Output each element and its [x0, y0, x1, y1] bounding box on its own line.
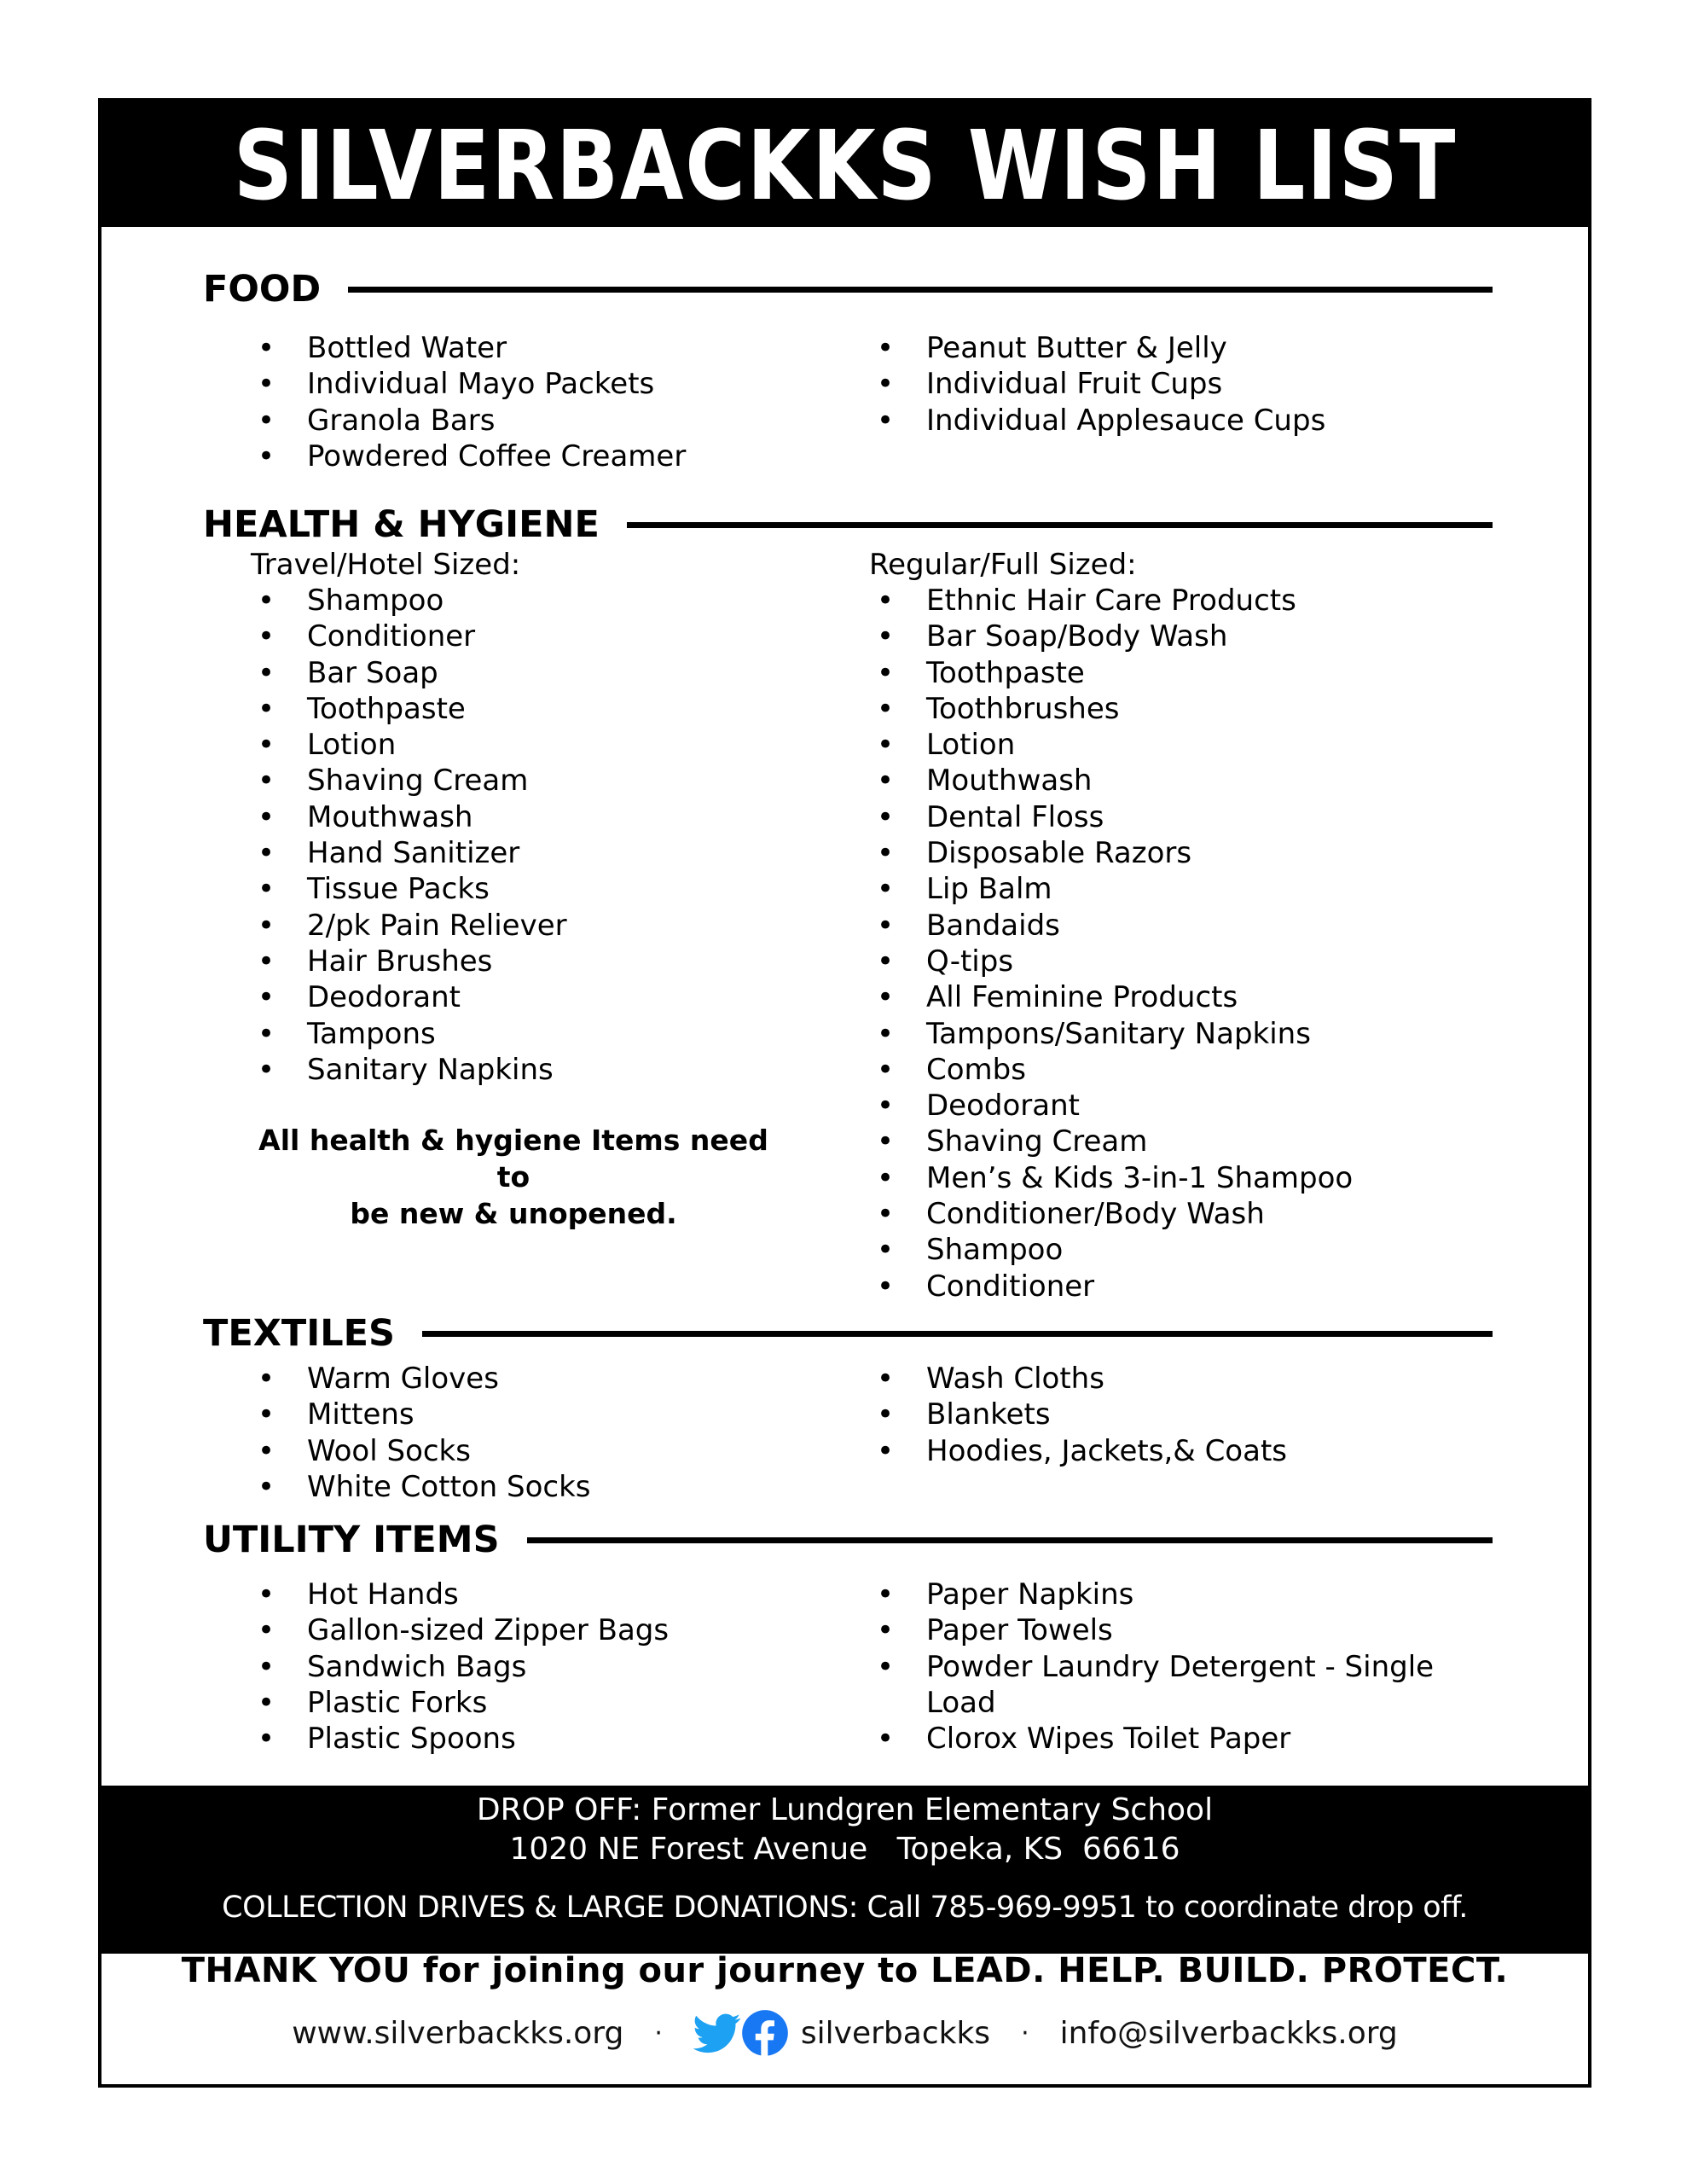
list-item: [877, 330, 1325, 366]
textile-item-label: Warm Gloves: [307, 1362, 499, 1396]
utility-item-label: Powder Laundry Detergent - Single Load: [926, 1649, 1435, 1720]
travel-item-label: Shampoo: [307, 584, 444, 618]
list-item: [877, 1016, 1353, 1052]
list-item: [258, 944, 567, 979]
list-item: [877, 1269, 1353, 1304]
contact-row: [101, 2009, 1588, 2057]
website-link[interactable]: www.silverbackks.org: [292, 2015, 624, 2051]
bullet-icon: •: [258, 764, 275, 799]
separator: ·: [654, 2018, 663, 2048]
bullet-icon: •: [258, 655, 275, 690]
list-item: [877, 366, 1325, 402]
list-item: [877, 1361, 1287, 1397]
regular-item-label: Mouthwash: [926, 764, 1093, 799]
bullet-icon: •: [877, 764, 895, 799]
section-heading-utility-items: [203, 1521, 1493, 1559]
regular-item-label: Tampons/Sanitary Napkins: [926, 1016, 1311, 1051]
travel-item-label: Mouthwash: [307, 799, 473, 834]
regular-item-label: Disposable Razors: [926, 836, 1192, 871]
list-item: [877, 655, 1353, 691]
textile-item-label: Wool Socks: [307, 1433, 471, 1468]
list-item: [258, 1577, 669, 1612]
bullet-icon: •: [258, 980, 275, 1015]
list-item: [877, 763, 1353, 799]
list-item: [258, 691, 567, 727]
bullet-icon: •: [258, 1362, 275, 1396]
travel-item-label: Sanitary Napkins: [307, 1052, 554, 1087]
food-item-label: Powdered Coffee Creamer: [307, 439, 687, 473]
regular-item-label: Bar Soap/Body Wash: [926, 619, 1228, 654]
travel-item-label: Lotion: [307, 728, 397, 763]
bullet-icon: •: [877, 980, 895, 1015]
bullet-icon: •: [877, 799, 895, 834]
regular-item-label: Combs: [926, 1052, 1026, 1087]
food-item-label: Bottled Water: [307, 331, 507, 365]
list-item: [877, 619, 1353, 654]
list-item: [258, 1361, 591, 1397]
textile-item-label: Wash Cloths: [926, 1362, 1104, 1396]
bullet-icon: •: [877, 836, 895, 871]
list-item: [258, 655, 567, 691]
textile-item-label: Hoodies, Jackets,& Coats: [926, 1433, 1287, 1468]
section-heading-food: [203, 268, 1493, 311]
bullet-icon: •: [877, 728, 895, 763]
collection-drives-info: COLLECTION DRIVES & LARGE DONATIONS: Call 785-969-9951 to coordinate drop off.: [222, 1891, 1468, 1925]
regular-item-label: Toothbrushes: [926, 691, 1120, 726]
bullet-icon: •: [258, 584, 275, 618]
list-item: [258, 1721, 669, 1757]
utility-item-label: Hot Hands: [307, 1577, 459, 1612]
list-item: [877, 1577, 1491, 1612]
hygiene-note-line1: All health & hygiene Items need to: [258, 1124, 768, 1194]
bullet-icon: •: [877, 1577, 895, 1612]
food-item-label: Peanut Butter & Jelly: [926, 331, 1227, 365]
bullet-icon: •: [877, 908, 895, 943]
list-item: [877, 908, 1353, 944]
bullet-icon: •: [877, 1649, 895, 1684]
utility-list-left: [258, 1577, 669, 1757]
bullet-icon: •: [258, 1577, 275, 1612]
utility-item-label: Sandwich Bags: [307, 1649, 527, 1684]
bullet-icon: •: [877, 944, 895, 979]
section-rule: [422, 1331, 1493, 1337]
page-title: SILVERBACKKS WISH LIST: [233, 110, 1457, 222]
list-item: [258, 871, 567, 907]
bullet-icon: •: [258, 799, 275, 834]
section-label: HEALTH & HYGIENE: [203, 503, 600, 546]
textile-item-label: Mittens: [307, 1397, 415, 1432]
separator: ·: [1021, 2018, 1029, 2048]
list-item: [258, 1649, 669, 1685]
utility-item-label: Plastic Forks: [307, 1685, 488, 1720]
regular-item-label: Q-tips: [926, 944, 1014, 979]
section-label: TEXTILES: [203, 1312, 395, 1355]
list-item: [877, 403, 1325, 439]
utility-item-label: Paper Towels: [926, 1613, 1113, 1648]
bullet-icon: •: [258, 1685, 275, 1720]
bullet-icon: •: [877, 1397, 895, 1432]
list-item: [877, 1397, 1287, 1432]
bullet-icon: •: [877, 619, 895, 654]
travel-item-label: Hand Sanitizer: [307, 836, 520, 871]
bullet-icon: •: [258, 439, 275, 473]
travel-sized-subheading: Travel/Hotel Sized:: [251, 548, 521, 582]
list-item: [258, 619, 567, 654]
regular-item-label: Conditioner/Body Wash: [926, 1197, 1265, 1232]
regular-item-label: Ethnic Hair Care Products: [926, 584, 1296, 618]
textile-item-label: White Cotton Socks: [307, 1469, 591, 1504]
list-item: [877, 944, 1353, 979]
list-item: [877, 1196, 1353, 1232]
bullet-icon: •: [877, 331, 895, 365]
list-item: [877, 691, 1353, 727]
regular-item-label: Toothpaste: [926, 655, 1085, 690]
food-list-right: [877, 330, 1325, 439]
title-bar: [101, 102, 1588, 227]
list-item: [258, 1469, 591, 1505]
list-item: [258, 1685, 669, 1721]
travel-item-label: Toothpaste: [307, 691, 466, 726]
regular-item-label: Bandaids: [926, 908, 1060, 943]
bullet-icon: •: [258, 908, 275, 943]
bullet-icon: •: [258, 1433, 275, 1468]
section-rule: [348, 287, 1493, 293]
utility-list-right: [877, 1577, 1491, 1757]
health-travel-column: [251, 547, 567, 1088]
twitter-icon[interactable]: [693, 2009, 741, 2057]
bullet-icon: •: [877, 1613, 895, 1648]
list-item: [877, 835, 1353, 871]
list-item: [258, 330, 686, 366]
list-item: [258, 366, 686, 402]
hygiene-note: [245, 1122, 782, 1232]
section-heading-health-hygiene: [203, 503, 1493, 546]
food-item-label: Individual Applesauce Cups: [926, 403, 1326, 438]
bullet-icon: •: [877, 367, 895, 402]
travel-item-label: Tissue Packs: [307, 872, 490, 907]
utility-item-label: Gallon-sized Zipper Bags: [307, 1613, 670, 1648]
thank-you-message: THANK YOU for joining our journey to LEAD. HELP. BUILD. PROTECT.: [181, 1951, 1509, 1990]
regular-sized-subheading: Regular/Full Sized:: [869, 548, 1137, 582]
list-item: [258, 1612, 669, 1648]
bullet-icon: •: [258, 1469, 275, 1504]
list-item: [258, 1052, 567, 1088]
bullet-icon: •: [877, 1197, 895, 1232]
bullet-icon: •: [877, 1722, 895, 1757]
food-item-label: Granola Bars: [307, 403, 496, 438]
list-item: [258, 439, 686, 474]
bullet-icon: •: [258, 1649, 275, 1684]
textiles-list-right: [877, 1361, 1287, 1469]
bullet-icon: •: [877, 403, 895, 438]
utility-item-label: Plastic Spoons: [307, 1722, 516, 1757]
list-item: [258, 583, 567, 619]
travel-item-label: Bar Soap: [307, 655, 438, 690]
regular-item-label: Shampoo: [926, 1233, 1064, 1268]
facebook-icon[interactable]: [741, 2009, 789, 2057]
section-heading-textiles: [203, 1312, 1493, 1355]
hygiene-note-line2: be new & unopened.: [350, 1197, 677, 1230]
textile-item-label: Blankets: [926, 1397, 1051, 1432]
travel-item-label: 2/pk Pain Reliever: [307, 908, 567, 943]
list-item: [258, 727, 567, 763]
list-item: [258, 979, 567, 1015]
section-rule: [527, 1537, 1493, 1543]
list-item: [877, 871, 1353, 907]
list-item: [258, 835, 567, 871]
bullet-icon: •: [258, 1397, 275, 1432]
bullet-icon: •: [877, 1089, 895, 1124]
list-item: [258, 403, 686, 439]
bullet-icon: •: [258, 728, 275, 763]
bullet-icon: •: [877, 1269, 895, 1304]
email-link[interactable]: info@silverbackks.org: [1059, 2015, 1398, 2051]
section-rule: [627, 522, 1493, 528]
bullet-icon: •: [258, 331, 275, 365]
list-item: [258, 1397, 591, 1432]
bullet-icon: •: [877, 1124, 895, 1159]
food-item-label: Individual Mayo Packets: [307, 367, 655, 402]
travel-item-label: Hair Brushes: [307, 944, 493, 979]
bullet-icon: •: [258, 1052, 275, 1087]
bullet-icon: •: [258, 403, 275, 438]
utility-item-label: Paper Napkins: [926, 1577, 1134, 1612]
regular-item-label: All Feminine Products: [926, 980, 1238, 1015]
regular-item-label: Dental Floss: [926, 799, 1104, 834]
bullet-icon: •: [877, 1016, 895, 1051]
section-label: UTILITY ITEMS: [203, 1519, 500, 1561]
list-item: [877, 727, 1353, 763]
list-item: [877, 583, 1353, 619]
bullet-icon: •: [877, 1052, 895, 1087]
regular-item-label: Lip Balm: [926, 872, 1052, 907]
list-item: [877, 1052, 1353, 1088]
textiles-list-left: [258, 1361, 591, 1505]
list-item: [258, 908, 567, 944]
bullet-icon: •: [258, 1613, 275, 1648]
list-item: [877, 1232, 1353, 1268]
food-list-left: [258, 330, 686, 474]
list-item: [258, 1016, 567, 1052]
list-item: [877, 1649, 1491, 1722]
list-item: [877, 1160, 1353, 1196]
section-label: FOOD: [203, 268, 322, 311]
bullet-icon: •: [258, 944, 275, 979]
list-item: [258, 1433, 591, 1469]
bullet-icon: •: [877, 1362, 895, 1396]
travel-item-label: Tampons: [307, 1016, 436, 1051]
bullet-icon: •: [877, 1433, 895, 1468]
list-item: [877, 979, 1353, 1015]
regular-item-label: Deodorant: [926, 1089, 1080, 1124]
travel-item-label: Conditioner: [307, 619, 476, 654]
bullet-icon: •: [877, 1233, 895, 1268]
bullet-icon: •: [877, 691, 895, 726]
list-item: [877, 1124, 1353, 1159]
bullet-icon: •: [877, 655, 895, 690]
list-item: [258, 799, 567, 835]
bullet-icon: •: [877, 584, 895, 618]
list-item: [877, 1721, 1491, 1757]
bullet-icon: •: [258, 619, 275, 654]
bullet-icon: •: [258, 836, 275, 871]
health-regular-column: [869, 547, 1353, 1304]
travel-item-label: Deodorant: [307, 980, 461, 1015]
bullet-icon: •: [258, 1722, 275, 1757]
dropoff-banner: [101, 1786, 1588, 1954]
regular-item-label: Lotion: [926, 728, 1016, 763]
regular-item-label: Shaving Cream: [926, 1124, 1148, 1159]
wish-list-sheet: [98, 98, 1591, 2088]
dropoff-location: DROP OFF: Former Lundgren Elementary School: [476, 1792, 1214, 1827]
list-item: [877, 1088, 1353, 1124]
dropoff-address: 1020 NE Forest Avenue Topeka, KS 66616: [509, 1832, 1180, 1867]
bullet-icon: •: [258, 1016, 275, 1051]
list-item: [258, 763, 567, 799]
bullet-icon: •: [877, 1160, 895, 1195]
list-item: [877, 1433, 1287, 1469]
bullet-icon: •: [258, 367, 275, 402]
bullet-icon: •: [258, 872, 275, 907]
list-item: [877, 799, 1353, 835]
social-handle[interactable]: silverbackks: [800, 2015, 991, 2051]
travel-item-label: Shaving Cream: [307, 764, 529, 799]
regular-item-label: Men’s & Kids 3-in-1 Shampoo: [926, 1160, 1354, 1195]
utility-item-label: Clorox Wipes Toilet Paper: [926, 1722, 1291, 1757]
list-item: [877, 1612, 1491, 1648]
bullet-icon: •: [877, 872, 895, 907]
food-item-label: Individual Fruit Cups: [926, 367, 1223, 402]
regular-item-label: Conditioner: [926, 1269, 1095, 1304]
bullet-icon: •: [258, 691, 275, 726]
